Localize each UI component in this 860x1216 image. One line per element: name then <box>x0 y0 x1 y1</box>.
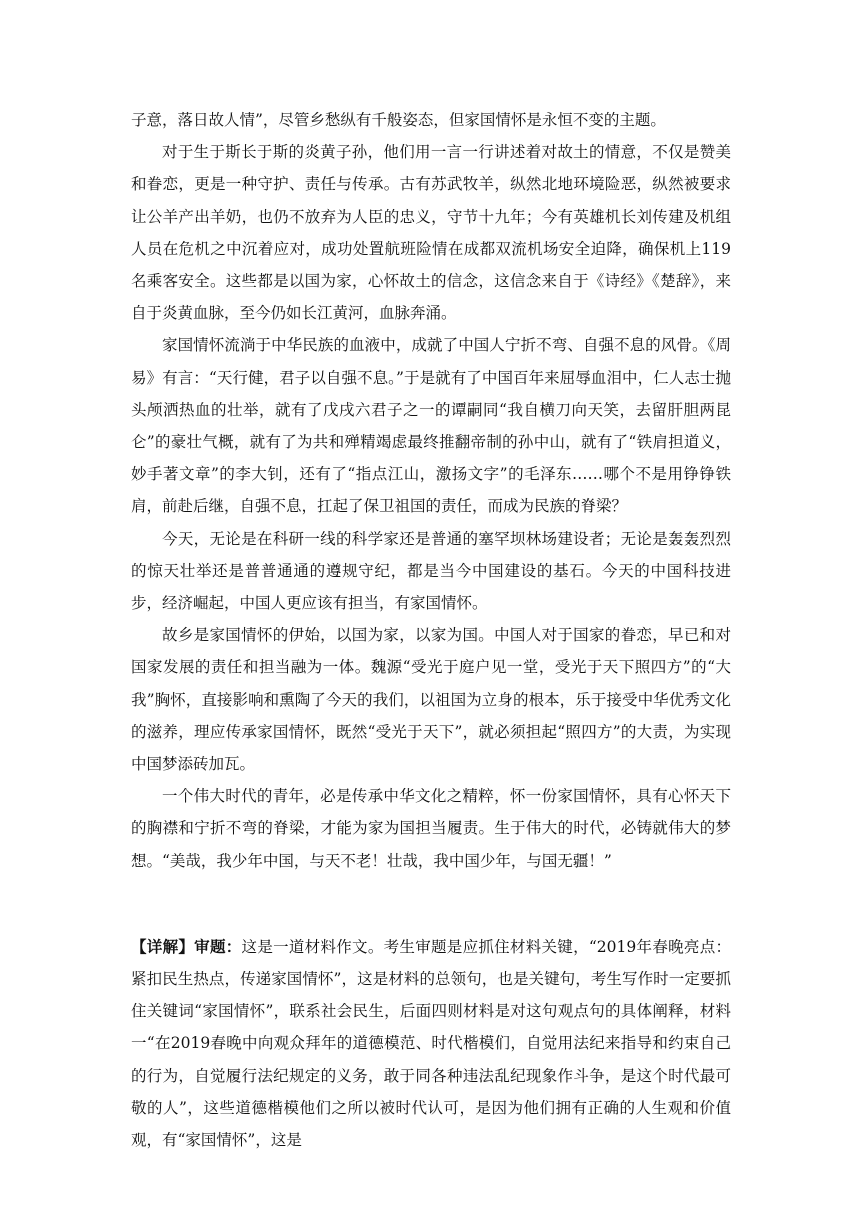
analysis-paragraph <box>131 931 731 1156</box>
paragraph-4: 今天，无论是在科研一线的科学家还是普通的塞罕坝林场建设者；无论是轰轰烈烈的惊天壮举还是普普通通的遵规守纪，都是当今中国建设的基石。今天的中国科技进步，经济崛起，中国人更应该有担当，有家国情怀。 <box>131 529 731 613</box>
analysis-text: 这是一道材料作文。考生审题是应抓住材料关键，“2019年春晚亮点：紧扣民生热点，传递家国情怀”，这是材料的总领句，也是关键句，考生写作时一定要抓住关键词“家国情怀”，联系社会民生，后面四则材料是对这句观点句的具体阐释，材料一“在2019春晚中向观众拜年的道德模范、时代楷模们，自觉用法纪来指导和约束自己的行为，自觉履行法纪规定的义务，敢于同各种违法乱纪现象作斗争，是这个时代最可敬的人”，这些道德楷模他们之所以被时代认可，是因为他们拥有正确的人生观和价值观，有“家国情怀”，这是 <box>131 937 731 1150</box>
paragraph-5: 故乡是家国情怀的伊始，以国为家，以家为国。中国人对于国家的眷恋，早已和对国家发展的责任和担当融为一体。魏源“受光于庭户见一堂，受光于天下照四方”的“大我”胸怀，直接影响和熏陶了今天的我们，以祖国为立身的根本，乐于接受中华优秀文化的滋养，理应传承家国情怀，既然“受光于天下”，就必须担起“照四方”的大责，为实现中国梦添砖加瓦。 <box>131 626 731 774</box>
paragraph-3: 家国情怀流淌于中华民族的血液中，成就了中国人宁折不弯、自强不息的风骨。《周易》有言：“天行健，君子以自强不息。”于是就有了中国百年来屈辱血泪中，仁人志士抛头颅洒热血的壮举，就有了戊戌六君子之一的谭嗣同“我自横刀向天笑，去留肝胆两昆仑”的豪壮气概，就有了为共和殚精竭虑最终推翻帝制的孙中山，就有了“铁肩担道义，妙手著文章”的李大钊，还有了“指点江山，激扬文字”的毛泽东……哪个不是用铮铮铁肩，前赴后继，自强不息，扛起了保卫祖国的责任，而成为民族的脊梁？ <box>131 336 731 516</box>
essay-body <box>131 104 731 1156</box>
paragraph-1: 子意，落日故人情”，尽管乡愁纵有千般姿态，但家国情怀是永恒不变的主题。 <box>131 111 666 129</box>
paragraph-6: 一个伟大时代的青年，必是传承中华文化之精粹，怀一份家国情怀，具有心怀天下的胸襟和宁折不弯的脊梁，才能为家为国担当履责。生于伟大的时代，必铸就伟大的梦想。“美哉，我少年中国，与天不老！壮哉，我中国少年，与国无疆！” <box>131 787 731 870</box>
analysis-label: 【详解】审题： <box>131 936 242 956</box>
section-spacer <box>131 877 731 931</box>
paragraph-2: 对于生于斯长于斯的炎黄子孙，他们用一言一行讲述着对故土的情意，不仅是赞美和眷恋，更是一种守护、责任与传承。古有苏武牧羊，纵然北地环境险恶，纵然被要求让公羊产出羊奶，也仍不放弃为人臣的忠义，守节十九年；今有英雄机长刘传建及机组人员在危机之中沉着应对，成功处置航班险情在成都双流机场安全迫降，确保机上119名乘客安全。这些都是以国为家，心怀故土的信念，这信念来自于《诗经》《楚辞》，来自于炎黄血脉，至今仍如长江黄河，血脉奔涌。 <box>131 143 731 323</box>
